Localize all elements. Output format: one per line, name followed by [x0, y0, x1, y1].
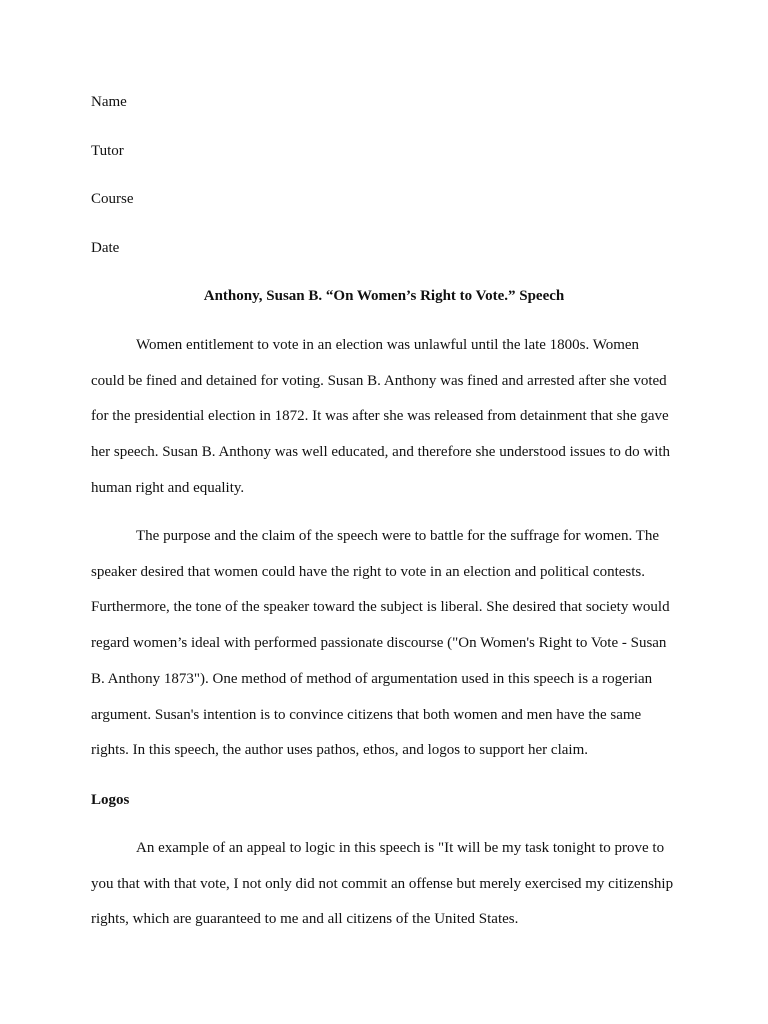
paragraph-2-line-4: regard women’s ideal with performed passionate discourse ("On Women's Right to Vote - Susan	[91, 635, 667, 651]
header-date: Date	[91, 240, 120, 256]
paragraph-2-line-6: argument. Susan's intention is to convince citizens that both women and men have the same	[91, 707, 642, 723]
paragraph-1-line-1: Women entitlement to vote in an election was unlawful until the late 1800s. Women	[136, 337, 640, 353]
header-name: Name	[91, 94, 127, 110]
paragraph-3-line-3: rights, which are guaranteed to me and all citizens of the United States.	[91, 911, 519, 927]
paragraph-3-line-1: An example of an appeal to logic in this speech is "It will be my task tonight to prove to	[136, 840, 665, 856]
section-heading-logos: Logos	[91, 792, 130, 808]
paragraph-2-line-3: Furthermore, the tone of the speaker toward the subject is liberal. She desired that society would	[91, 599, 670, 615]
paragraph-1-line-2: could be fined and detained for voting. Susan B. Anthony was fined and arrested after she voted	[91, 373, 667, 389]
paragraph-3-line-2: you that with that vote, I not only did not commit an offense but merely exercised my citizenship	[91, 876, 674, 892]
header-course: Course	[91, 191, 134, 207]
paragraph-1-line-5: human right and equality.	[91, 480, 245, 496]
paragraph-2-line-1: The purpose and the claim of the speech were to battle for the suffrage for women. The	[136, 528, 660, 544]
paragraph-1-line-4: her speech. Susan B. Anthony was well educated, and therefore she understood issues to do with	[91, 444, 671, 460]
paragraph-1-line-3: for the presidential election in 1872. It was after she was released from detainment that she gave	[91, 408, 669, 424]
paragraph-2-line-2: speaker desired that women could have the right to vote in an election and political contests.	[91, 564, 645, 580]
paragraph-2-line-7: rights. In this speech, the author uses pathos, ethos, and logos to support her claim.	[91, 742, 588, 758]
paragraph-2-line-5: B. Anthony 1873"). One method of method of argumentation used in this speech is a rogerian	[91, 671, 653, 687]
header-tutor: Tutor	[91, 143, 124, 159]
document-title: Anthony, Susan B. “On Women’s Right to Vote.” Speech	[203, 288, 565, 304]
